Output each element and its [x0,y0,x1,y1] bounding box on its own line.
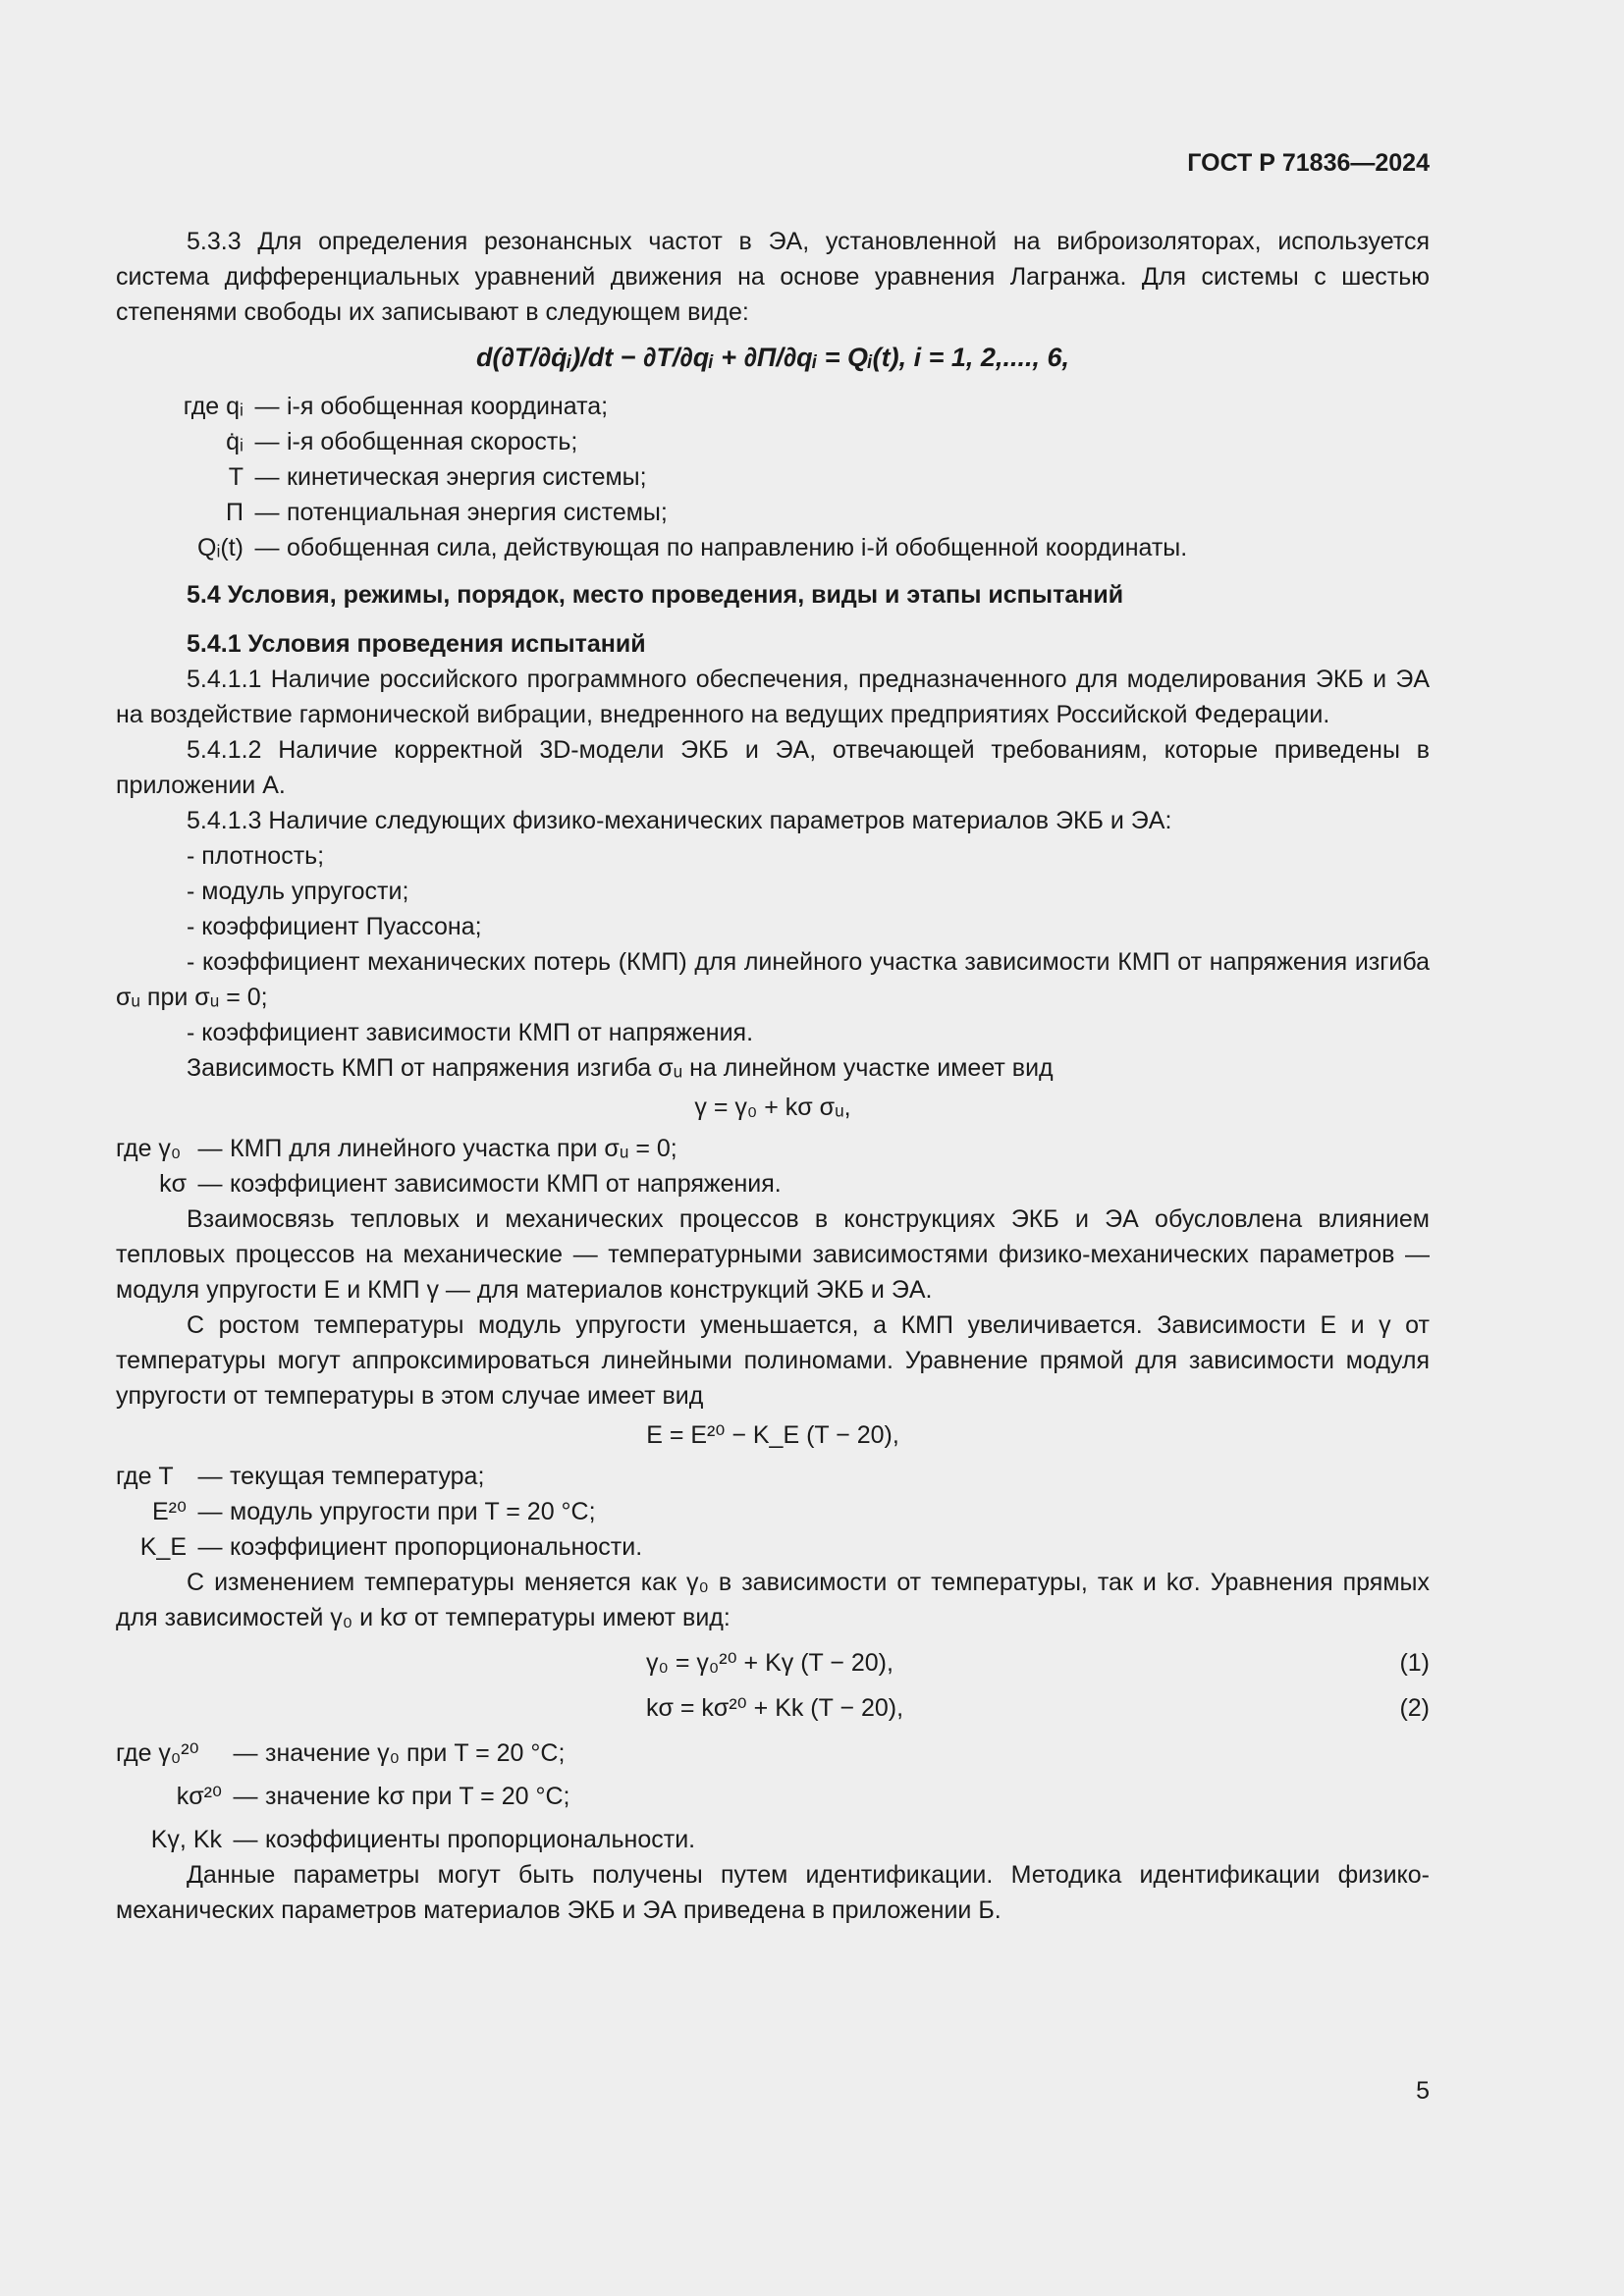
definition-text: потенциальная энергия системы; [287,499,668,526]
definitions-elastic-modulus [116,1459,1430,1565]
equation-gamma: γ = γ₀ + kσ σᵤ, [694,1094,851,1121]
paragraph-kmp-dependency: Зависимость КМП от напряжения изгиба σᵤ на линейном участке имеет вид [187,1054,1054,1082]
definition-row: q̇ᵢ — i-я обобщенная скорость; [116,424,1430,459]
definition-text: обобщенная сила, действующая по направлению i-й обобщенной координаты. [287,534,1188,561]
list-item: - коэффициент Пуассона; [187,913,482,940]
list-item: - коэффициент зависимости КМП от напряжения. [187,1019,754,1046]
definition-text: кинетическая энергия системы; [287,463,647,491]
equation-lagrange: d(∂T/∂q̇ᵢ)/dt − ∂T/∂qᵢ + ∂П/∂qᵢ = Qᵢ(t), i = 1, 2,...., 6, [476,343,1069,372]
definition-row: где qᵢ — i-я обобщенная координата; [116,389,1430,424]
definitions-lagrange [116,389,1430,565]
definition-row: где γ₀ — КМП для линейного участка при σᵤ = 0; [116,1131,1430,1166]
definition-symbol: T [228,463,244,491]
definition-symbol: где γ₀²⁰ [116,1739,199,1767]
definitions-gamma [116,1131,1430,1201]
definition-row: где γ₀²⁰ — значение γ₀ при T = 20 °C; [116,1735,1430,1771]
page-content [116,224,1430,1928]
definitions-equations [116,1735,1430,1857]
definition-text: коэффициент пропорциональности. [230,1533,643,1561]
definition-row: E²⁰ — модуль упругости при T = 20 °C; [116,1494,1430,1529]
paragraph-identification: Данные параметры могут быть получены путем идентификации. Методика идентификации физико-механических параметров материалов ЭКБ и ЭА приведена в приложении Б. [116,1861,1430,1924]
equation-1-text: γ₀ = γ₀²⁰ + Kγ (T − 20), [646,1649,893,1677]
equation-1-number: (1) [1399,1649,1430,1677]
paragraph-5-4-1-1: 5.4.1.1 Наличие российского программного обеспечения, предназначенного для моделирования ЭКБ и ЭА на воздействие гармонической вибрации, внедренного на ведущих предприятиях Российской Федерации. [116,666,1430,728]
definition-row: Kγ, Kk — коэффициенты пропорциональности. [116,1822,1430,1857]
paragraph-temperature-change: С изменением температуры меняется как γ₀ в зависимости от температуры, так и kσ. Уравнения прямых для зависимостей γ₀ и kσ от температуры имеют вид: [116,1569,1430,1631]
definition-symbol: Qᵢ(t) [197,534,244,561]
definition-text: КМП для линейного участка при σᵤ = 0; [230,1135,677,1162]
definition-text: i-я обобщенная скорость; [287,428,578,455]
definition-row: kσ²⁰ — значение kσ при T = 20 °C; [116,1779,1430,1814]
list-item: - плотность; [187,842,325,870]
equation-elastic-modulus: E = E²⁰ − K_E (T − 20), [646,1421,899,1449]
list-item: - модуль упругости; [187,878,409,905]
equation-2-text: kσ = kσ²⁰ + Kk (T − 20), [646,1694,904,1722]
definition-symbol: kσ [159,1170,187,1198]
definition-row: где T — текущая температура; [116,1459,1430,1494]
definition-text: модуль упругости при T = 20 °C; [230,1498,596,1525]
definition-symbol: q̇ᵢ [226,428,244,455]
paragraph-5-3-3: 5.3.3 Для определения резонансных частот в ЭА, установленной на виброизоляторах, используется система дифференциальных уравнений движения на основе уравнения Лагранжа. Для системы с шестью степенями свободы их записывают в следующем виде: [116,228,1430,326]
equation-2 [116,1690,1430,1726]
definition-symbol: где T [116,1463,174,1490]
paragraph-5-4-1-3: 5.4.1.3 Наличие следующих физико-механических параметров материалов ЭКБ и ЭА: [187,807,1172,834]
definition-text: значение γ₀ при T = 20 °C; [265,1739,566,1767]
paragraph-temperature-growth: С ростом температуры модуль упругости уменьшается, а КМП увеличивается. Зависимости E и γ от температуры могут аппроксимироваться линейными полиномами. Уравнение прямой для зависимости модуля упругости от температуры в этом случае имеет вид [116,1311,1430,1410]
definition-text: значение kσ при T = 20 °C; [265,1783,570,1810]
definition-row: T — кинетическая энергия системы; [116,459,1430,495]
definition-symbol: K_E [139,1533,187,1561]
definition-symbol: где qᵢ [183,393,244,420]
equation-2-number: (2) [1399,1694,1430,1722]
definition-row: kσ — коэффициент зависимости КМП от напряжения. [116,1166,1430,1201]
definition-row: П — потенциальная энергия системы; [116,495,1430,530]
paragraph-5-4-1-2: 5.4.1.2 Наличие корректной 3D-модели ЭКБ и ЭА, отвечающей требованиям, которые приведены в приложении А. [116,736,1430,799]
definition-text: текущая температура; [230,1463,485,1490]
page-number: 5 [1416,2077,1430,2105]
definition-text: i-я обобщенная координата; [287,393,609,420]
section-heading-5-4-1: 5.4.1 Условия проведения испытаний [187,630,646,658]
definition-text: коэффициент зависимости КМП от напряжения. [230,1170,782,1198]
definition-symbol: kσ²⁰ [176,1783,222,1810]
definition-row: K_E — коэффициент пропорциональности. [116,1529,1430,1565]
list-item: - коэффициент механических потерь (КМП) для линейного участка зависимости КМП от напряжения изгиба σᵤ при σᵤ = 0; [116,948,1430,1011]
definition-row: Qᵢ(t) — обобщенная сила, действующая по направлению i-й обобщенной координаты. [116,530,1430,565]
section-heading-5-4: 5.4 Условия, режимы, порядок, место проведения, виды и этапы испытаний [187,581,1124,609]
definition-symbol: E²⁰ [151,1498,187,1525]
document-id-header: ГОСТ Р 71836—2024 [1187,149,1430,177]
definition-text: коэффициенты пропорциональности. [265,1826,696,1853]
paragraph-thermal-relation: Взаимосвязь тепловых и механических процессов в конструкциях ЭКБ и ЭА обусловлена влиянием тепловых процессов на механические — температурными зависимостями физико-механических параметров — модуля упругости E и КМП γ — для материалов конструкций ЭКБ и ЭА. [116,1205,1430,1304]
definition-symbol: Kγ, Kk [150,1826,222,1853]
equation-1 [116,1645,1430,1681]
definition-symbol: где γ₀ [116,1135,182,1162]
definition-symbol: П [226,499,244,526]
